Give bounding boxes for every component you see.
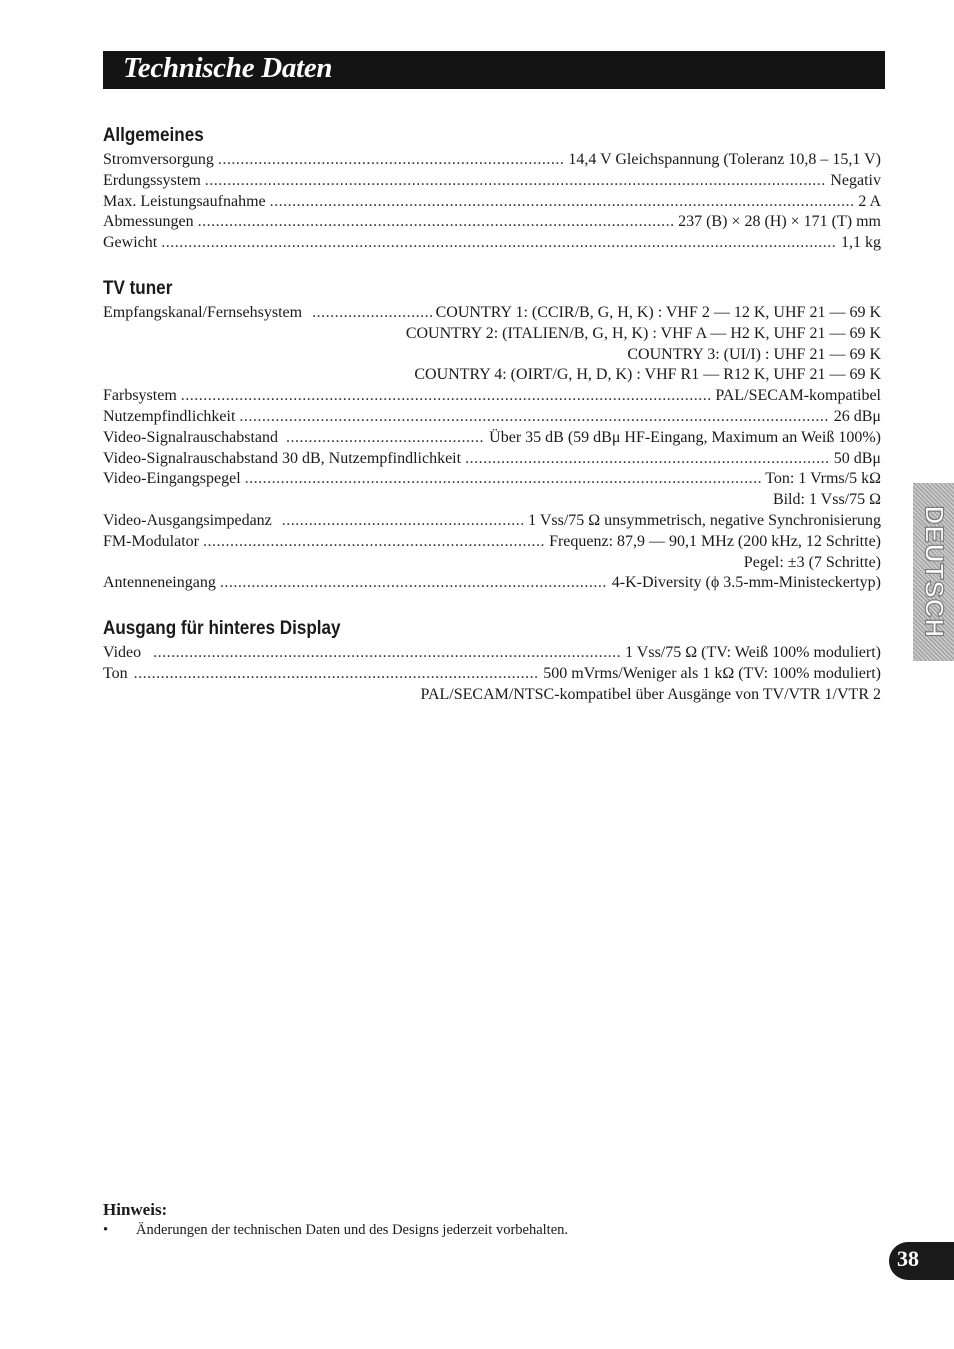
leader-dots bbox=[205, 171, 827, 192]
note-text: Änderungen der technischen Daten und des Designs jederzeit vorbehalten. bbox=[136, 1222, 569, 1238]
leader-dots bbox=[282, 511, 524, 532]
note-heading: Hinweis: bbox=[103, 1200, 168, 1219]
spec-value: COUNTRY 1: (CCIR/B, G, H, K) : VHF 2 — 12 K, UHF 21 — 69 K bbox=[435, 304, 881, 321]
spec-value: Bild: 1 Vss/75 Ω bbox=[772, 491, 881, 509]
leader-dots bbox=[134, 664, 540, 685]
spec-value: PAL/SECAM-kompatibel bbox=[715, 387, 881, 405]
spec-row-nutzempfindlichkeit bbox=[103, 407, 881, 428]
spec-value: 500 mVrms/Weniger als 1 kΩ (TV: 100% moduliert) bbox=[543, 664, 881, 682]
leader-dots bbox=[153, 643, 621, 664]
spec-row-gewicht bbox=[103, 233, 881, 254]
spec-row-eingangspegel bbox=[103, 469, 881, 490]
spec-value: COUNTRY 3: (UI/I) : UHF 21 — 69 K bbox=[627, 345, 881, 363]
spec-row-antenneneingang bbox=[103, 573, 881, 594]
spec-row-leistungsaufnahme bbox=[103, 192, 881, 213]
spec-row-abmessungen bbox=[103, 212, 881, 233]
spec-row-stromversorgung bbox=[103, 150, 881, 171]
page-number: 38 bbox=[897, 1246, 919, 1271]
spec-label: Video bbox=[103, 644, 142, 661]
section-ausgang-hinteres-display bbox=[103, 617, 881, 705]
section-heading-ausgang: Ausgang für hinteres Display bbox=[103, 618, 341, 639]
spec-row-signalrauschabstand-30db bbox=[103, 449, 881, 470]
spec-value: 1,1 kg bbox=[841, 234, 881, 252]
leader-dots bbox=[270, 192, 855, 213]
leader-dots bbox=[161, 233, 837, 254]
spec-label: Video-Eingangspegel bbox=[103, 470, 241, 488]
spec-row-continuation bbox=[103, 324, 881, 345]
spec-row-ton bbox=[103, 664, 881, 685]
spec-label: Nutzempfindlichkeit bbox=[103, 407, 236, 425]
spec-label: Antenneneingang bbox=[103, 574, 216, 592]
page-title-bar bbox=[103, 51, 885, 89]
spec-row-empfangskanal bbox=[103, 303, 881, 324]
language-tab bbox=[913, 483, 954, 661]
spec-row-continuation bbox=[103, 490, 881, 511]
spec-value: PAL/SECAM/NTSC-kompatibel über Ausgänge von TV/VTR 1/VTR 2 bbox=[420, 685, 881, 703]
bullet-icon: • bbox=[103, 1222, 109, 1238]
spec-value: Über 35 dB (59 dBμ HF-Eingang, Maximum an Weiß 100%) bbox=[489, 428, 881, 446]
leader-dots bbox=[198, 212, 674, 233]
spec-row-signalrauschabstand bbox=[103, 428, 881, 449]
spec-row-continuation bbox=[103, 365, 881, 386]
spec-row-ausgangsimpedanz bbox=[103, 511, 881, 532]
spec-value: Negativ bbox=[830, 171, 881, 189]
spec-value: 50 dBμ bbox=[833, 449, 881, 467]
spec-row-continuation bbox=[103, 553, 881, 574]
spec-value: 237 (B) × 28 (H) × 171 (T) mm bbox=[678, 213, 881, 231]
spec-value: COUNTRY 4: (OIRT/G, H, D, K) : VHF R1 — R12 K, UHF 21 — 69 K bbox=[414, 366, 881, 384]
spec-value: 4-K-Diversity (ϕ 3.5-mm-Ministeckertyp) bbox=[611, 574, 881, 592]
spec-row-fm-modulator bbox=[103, 532, 881, 553]
spec-row-note bbox=[103, 685, 881, 706]
leader-dots bbox=[465, 449, 830, 470]
leader-dots bbox=[203, 532, 545, 553]
page-number-badge bbox=[889, 1242, 954, 1280]
spec-value: COUNTRY 2: (ITALIEN/B, G, H, K) : VHF A — H2 K, UHF 21 — 69 K bbox=[405, 324, 881, 342]
language-tab-label: DEUTSCH bbox=[919, 505, 949, 639]
section-allgemeines bbox=[103, 124, 881, 254]
spec-label: Abmessungen bbox=[103, 213, 194, 231]
leader-dots bbox=[181, 386, 712, 407]
spec-label: Farbsystem bbox=[103, 387, 177, 405]
spec-label: Max. Leistungsaufnahme bbox=[103, 192, 266, 210]
spec-label: Video-Signalrauschabstand bbox=[103, 428, 278, 446]
spec-label: Video-Signalrauschabstand 30 dB, Nutzempfindlichkeit bbox=[103, 449, 462, 467]
spec-label: Ton bbox=[103, 664, 128, 682]
section-tv-tuner bbox=[103, 277, 881, 594]
section-heading-tv-tuner: TV tuner bbox=[103, 278, 173, 299]
spec-value: 14,4 V Gleichspannung (Toleranz 10,8 – 15,1 V) bbox=[568, 151, 881, 168]
spec-value: 26 dBμ bbox=[833, 407, 881, 425]
leader-dots bbox=[286, 428, 485, 449]
spec-value: 1 Vss/75 Ω unsymmetrisch, negative Synchronisierung bbox=[528, 511, 881, 529]
spec-label: FM-Modulator bbox=[103, 532, 199, 550]
note-item bbox=[103, 1222, 568, 1239]
section-heading-allgemeines: Allgemeines bbox=[103, 125, 204, 146]
spec-value: Pegel: ±3 (7 Schritte) bbox=[743, 553, 881, 571]
spec-row-erdungssystem bbox=[103, 171, 881, 192]
leader-dots bbox=[218, 150, 565, 171]
leader-dots bbox=[312, 303, 432, 324]
leader-dots bbox=[245, 469, 762, 490]
page-title: Technische Daten bbox=[123, 52, 333, 84]
spec-row-video bbox=[103, 643, 881, 664]
spec-row-farbsystem bbox=[103, 386, 881, 407]
spec-row-continuation bbox=[103, 345, 881, 366]
spec-value: Ton: 1 Vrms/5 kΩ bbox=[765, 470, 881, 488]
leader-dots bbox=[220, 573, 608, 594]
spec-value: 2 A bbox=[858, 192, 881, 210]
leader-dots bbox=[239, 407, 829, 428]
spec-label: Empfangskanal/Fernsehsystem bbox=[103, 304, 303, 321]
spec-label: Erdungssystem bbox=[103, 171, 201, 189]
spec-label: Gewicht bbox=[103, 234, 158, 252]
spec-value: 1 Vss/75 Ω (TV: Weiß 100% moduliert) bbox=[625, 644, 881, 661]
spec-label: Video-Ausgangsimpedanz bbox=[103, 511, 272, 529]
spec-value: Frequenz: 87,9 — 90,1 MHz (200 kHz, 12 Schritte) bbox=[549, 532, 881, 550]
spec-label: Stromversorgung bbox=[103, 151, 214, 168]
